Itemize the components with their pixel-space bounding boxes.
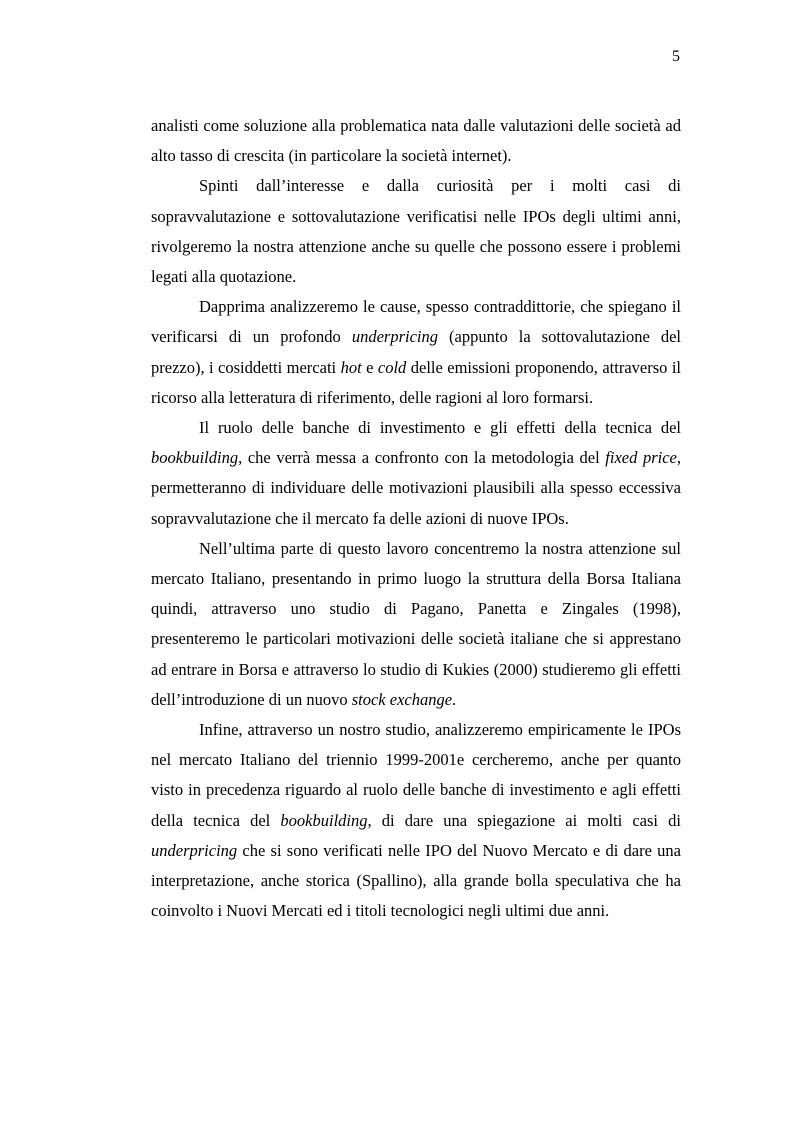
text-run: Il ruolo delle banche di investimento e gli effetti della tecnica del [199, 418, 681, 438]
paragraph [151, 111, 681, 171]
document-body [151, 111, 681, 926]
text-run: che verrà messa a confronto con la metodologia del [242, 448, 606, 468]
text-run: . [452, 689, 457, 709]
text-run: , di dare una spiegazione ai molti casi di [367, 810, 682, 830]
italic-text-run: underpricing [151, 840, 238, 860]
text-run: , permetteranno di individuare delle motivazioni plausibili alla spesso eccessiva sopravvalutazione che il mercato fa delle azioni di nuove IPOs. [151, 448, 682, 528]
text-run: (appunto la sottovalutazione del prezzo), i cosiddetti mercati [151, 327, 682, 377]
text-run: Infine, attraverso un nostro studio, analizzeremo empiricamente le IPOs nel mercato Italiano del triennio 1999-2001e cercheremo, anche per quanto visto in precedenza riguardo al ruolo delle banche di investimento e agli effetti della tecnica del [151, 720, 681, 830]
paragraph [151, 534, 681, 715]
paragraph [151, 292, 681, 413]
text-run: analisti come soluzione alla problematica nata dalle valutazioni delle società ad alto tasso di crescita (in particolare la società internet). [151, 116, 681, 166]
page-number: 5 [672, 48, 680, 65]
italic-text-run: bookbuilding [280, 810, 368, 830]
paragraph [151, 413, 681, 534]
paragraph [151, 171, 681, 292]
italic-text-run: stock exchange [351, 689, 453, 709]
italic-text-run: fixed price [605, 448, 677, 468]
text-run: Spinti dall’interesse e dalla curiosità per i molti casi di sopravvalutazione e sottovalutazione verificatisi nelle IPOs degli ultimi anni, rivolgeremo la nostra attenzione anche su quelle che possono essere i problemi legati alla quotazione. [151, 176, 681, 287]
text-run: delle emissioni proponendo, attraverso il ricorso alla letteratura di riferimento, delle ragioni al loro formarsi. [151, 357, 682, 407]
italic-text-run: hot [340, 357, 362, 377]
text-run: Nell’ultima parte di questo lavoro concentremo la nostra attenzione sul mercato Italiano, presentando in primo luogo la struttura della Borsa Italiana quindi, attraverso uno studio di Pagano, Panetta e Zingales (1998), presenteremo le particolari motivazioni delle società italiane che si apprestano ad entrare in Borsa e attraverso lo studio di Kukies (2000) studieremo gli effetti dell’introduzione di un nuovo [151, 538, 681, 709]
italic-text-run: cold [377, 357, 407, 377]
text-run: e [361, 357, 378, 377]
italic-text-run: bookbuilding, [151, 448, 243, 468]
text-run: che si sono verificati nelle IPO del Nuovo Mercato e di dare una interpretazione, anche storica (Spallino), alla grande bolla speculativa che ha coinvolto i Nuovi Mercati ed i titoli tecnologici negli ultimi due anni. [151, 840, 681, 921]
italic-text-run: underpricing [351, 327, 439, 347]
text-run: Dapprima analizzeremo le cause, spesso contraddittorie, che spiegano il verificarsi di un profondo [151, 297, 681, 347]
paragraph [151, 715, 681, 926]
